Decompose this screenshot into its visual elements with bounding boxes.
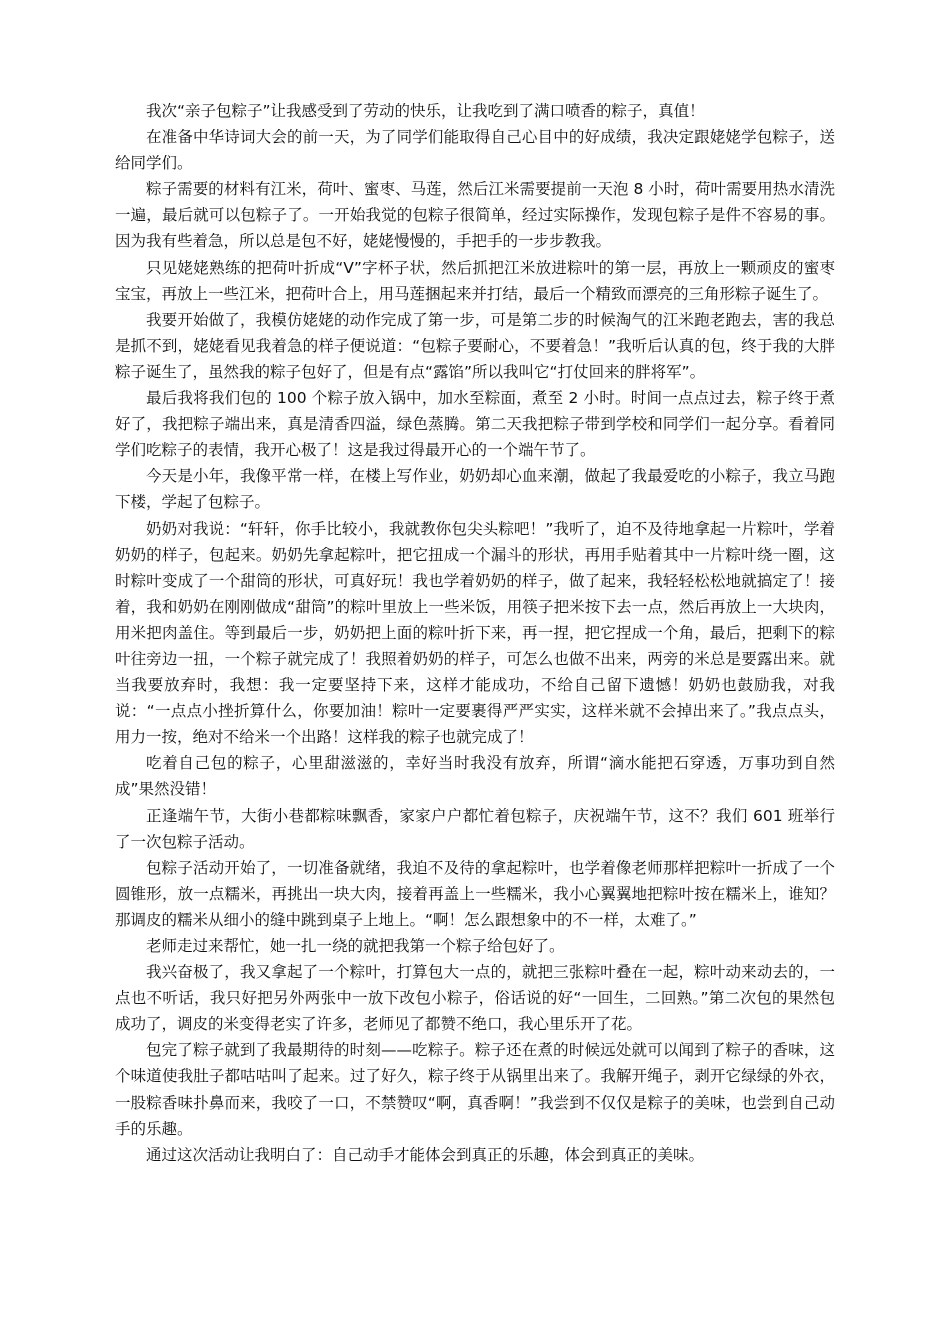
paragraph: 今天是小年，我像平常一样，在楼上写作业，奶奶却心血来潮，做起了我最爱吃的小粽子，我立马跑下楼，学起了包粽子。: [115, 467, 835, 512]
paragraph: 粽子需要的材料有江米，荷叶、蜜枣、马莲，然后江米需要提前一天泡 8 小时，荷叶需要用热水清洗一遍，最后就可以包粽子了。一开始我觉的包粽子很简单，经过实际操作，发现包粽子是件不容易的事。因为我有些着急，所以总是包不好，姥姥慢慢的，手把手的一步步教我。: [115, 180, 835, 251]
paragraph: 我次“亲子包粽子”让我感受到了劳动的快乐，让我吃到了满口喷香的粽子，真值！: [146, 102, 705, 120]
paragraph: 正逢端午节，大街小巷都粽味飘香，家家户户都忙着包粽子，庆祝端午节，这不？我们 601 班举行了一次包粽子活动。: [115, 806, 835, 851]
paragraph: 我要开始做了，我模仿姥姥的动作完成了第一步，可是第二步的时候淘气的江米跑老跑去，害的我总是抓不到，姥姥看见我着急的样子便说道：“包粽子要耐心，不要着急！”我听后认真的包，终于我的大胖粽子诞生了，虽然我的粽子包好了，但是有点“露馅”所以我叫它“打仗回来的胖将军”。: [115, 310, 835, 381]
paragraph: 我兴奋极了，我又拿起了一个粽叶，打算包大一点的，就把三张粽叶叠在一起，粽叶动来动去的，一点也不听话，我只好把另外两张中一放下改包小粽子，俗话说的好“一回生，二回熟。”第二次包的果然包成功了，调皮的米变得老实了许多，老师见了都赞不绝口，我心里乐开了花。: [115, 963, 835, 1034]
paragraph: 通过这次活动让我明白了：自己动手才能体会到真正的乐趣，体会到真正的美味。: [146, 1145, 705, 1164]
paragraph: 只见姥姥熟练的把荷叶折成“V”字杯子状，然后抓把江米放进粽叶的第一层，再放上一颗顽皮的蜜枣宝宝，再放上一些江米，把荷叶合上，用马莲捆起来并打结，最后一个精致而漂亮的三角形粽子诞生了。: [115, 258, 835, 303]
document-body: [115, 98, 835, 1168]
paragraph: 吃着自己包的粽子，心里甜滋滋的，幸好当时我没有放弃，所谓“滴水能把石穿透，万事功到自然成”果然没错！: [115, 754, 835, 799]
paragraph: 最后我将我们包的 100 个粽子放入锅中，加水至粽面，煮至 2 小时。时间一点点过去，粽子终于煮好了，我把粽子端出来，真是清香四溢，绿色蒸腾。第二天我把粽子带到学校和同学们一起分享。看着同学们吃粽子的表情，我开心极了！这是我过得最开心的一个端午节了。: [115, 389, 835, 460]
paragraph: 在准备中华诗词大会的前一天，为了同学们能取得自己心目中的好成绩，我决定跟姥姥学包粽子，送给同学们。: [115, 128, 835, 173]
paragraph: 老师走过来帮忙，她一扎一绕的就把我第一个粽子给包好了。: [146, 937, 565, 955]
paragraph: 包完了粽子就到了我最期待的时刻——吃粽子。粽子还在煮的时候远处就可以闻到了粽子的香味，这个味道使我肚子都咕咕叫了起来。过了好久，粽子终于从锅里出来了。我解开绳子，剥开它绿绿的外衣，一股粽香味扑鼻而来，我咬了一口，不禁赞叹“啊，真香啊！”我尝到不仅仅是粽子的美味，也尝到自己动手的乐趣。: [115, 1041, 835, 1138]
paragraph: 包粽子活动开始了，一切准备就绪，我迫不及待的拿起粽叶，也学着像老师那样把粽叶一折成了一个圆锥形，放一点糯米，再挑出一块大肉，接着再盖上一些糯米，我小心翼翼地把粽叶按在糯米上，谁知？那调皮的糯米从细小的缝中跳到桌子上地上。“啊！怎么跟想象中的不一样，太难了。”: [115, 858, 835, 929]
paragraph: 奶奶对我说：“轩轩，你手比较小，我就教你包尖头粽吧！”我听了，迫不及待地拿起一片粽叶，学着奶奶的样子，包起来。奶奶先拿起粽叶，把它扭成一个漏斗的形状，再用手贴着其中一片粽叶绕一圈，这时粽叶变成了一个甜筒的形状，可真好玩！我也学着奶奶的样子，做了起来，我轻轻松松地就搞定了！接着，我和奶奶在刚刚做成“甜筒”的粽叶里放上一些米饭，用筷子把米按下去一点，然后再放上一大块肉，用米把肉盖住。等到最后一步，奶奶把上面的粽叶折下来，再一捏，把它捏成一个角，最后，把剩下的粽叶往旁边一扭，一个粽子就完成了！我照着奶奶的样子，可怎么也做不出来，两旁的米总是要露出来。就当我要放弃时，我想：我一定要坚持下来，这样才能成功，不给自己留下遗憾！奶奶也鼓励我，对我说：“一点点小挫折算什么，你要加油！粽叶一定要裹得严严实实，这样米就不会掉出来了。”我点点头，用力一按，绝对不给米一个出路！这样我的粽子也就完成了！: [115, 519, 835, 747]
